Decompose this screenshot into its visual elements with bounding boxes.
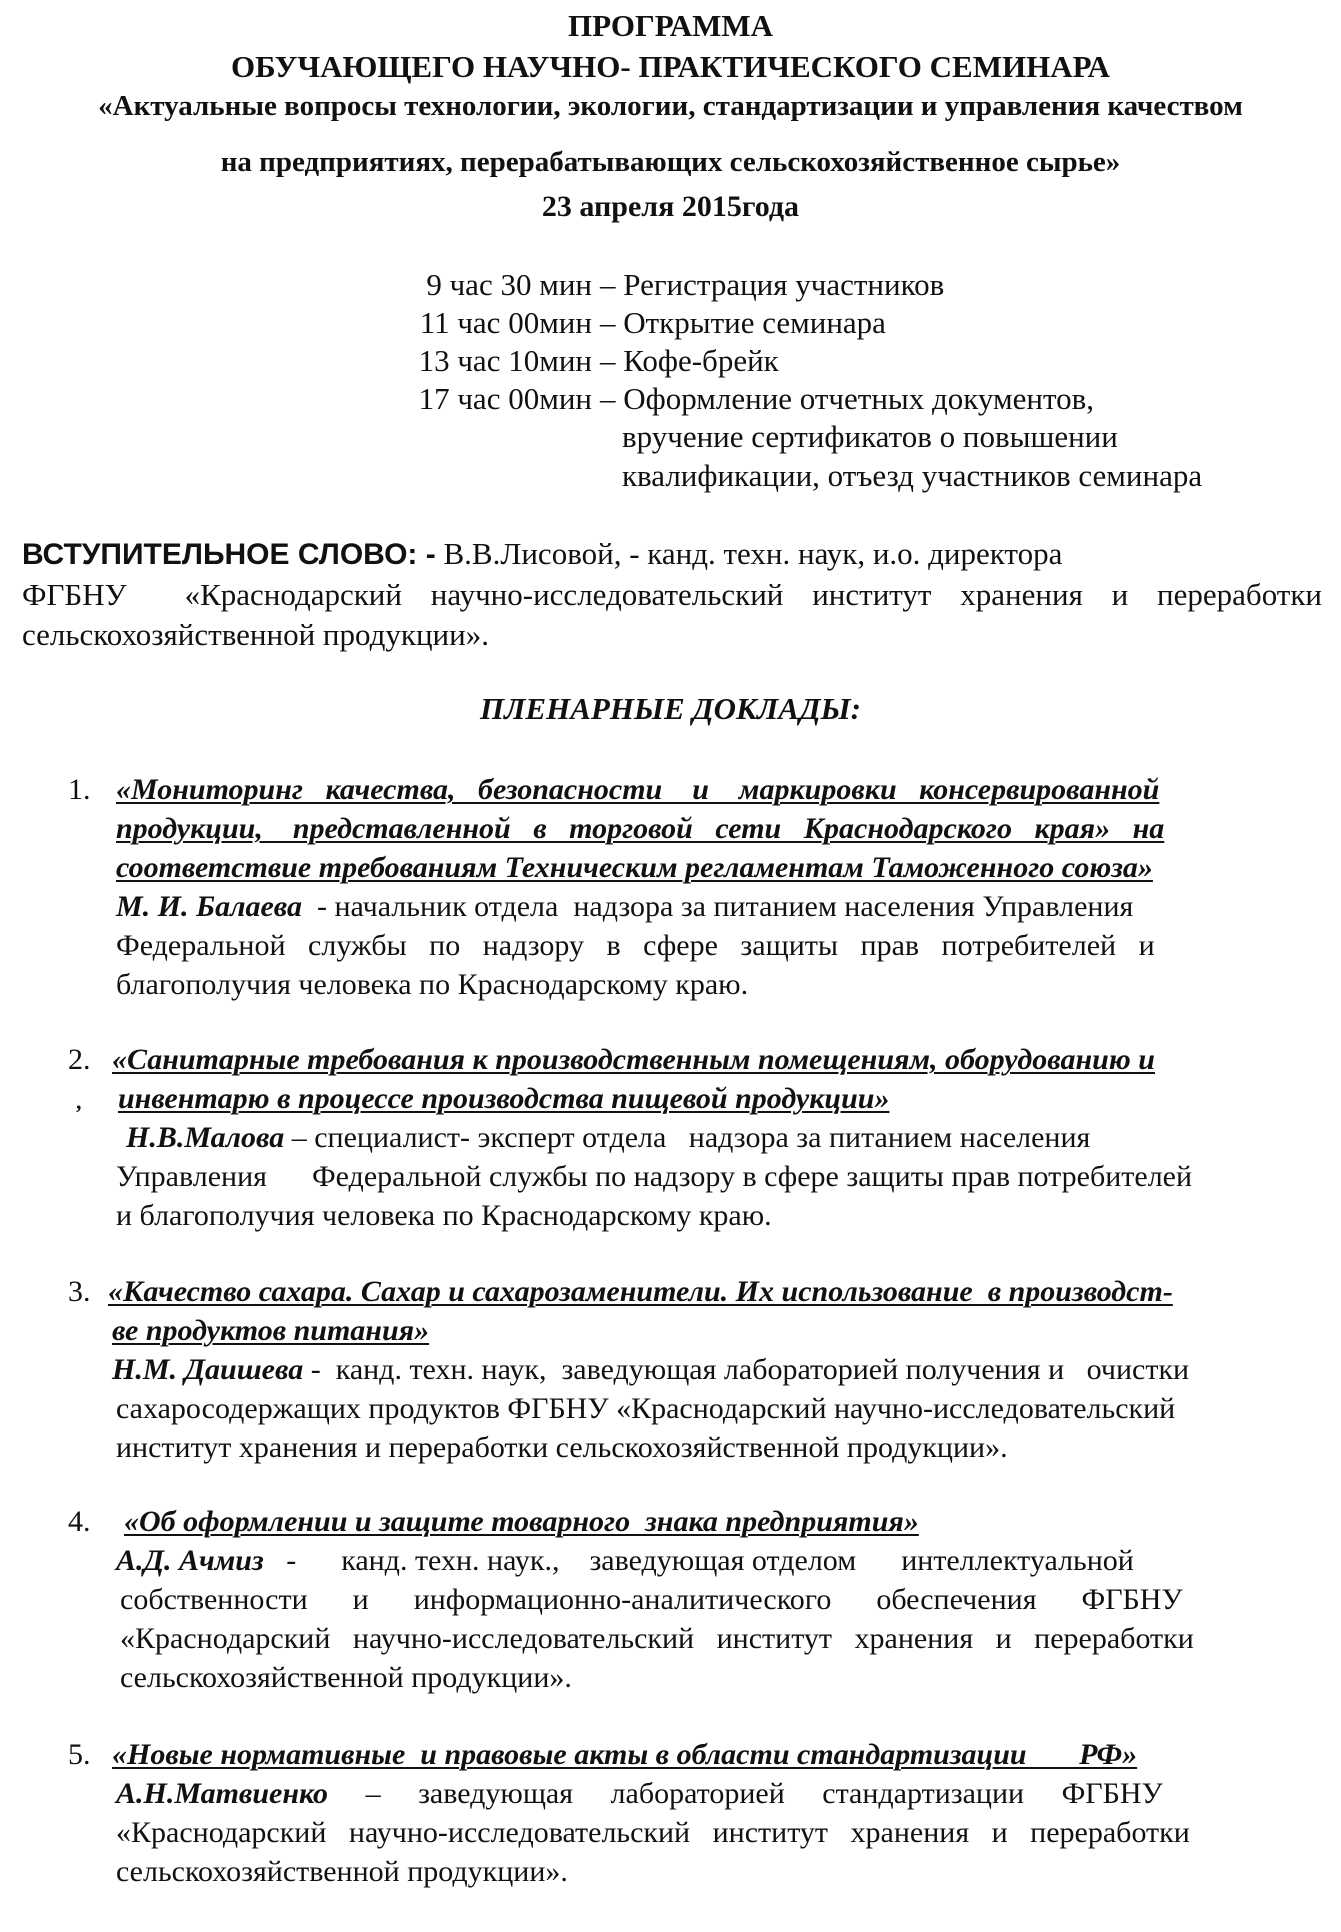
intro-org-name: «Краснодарский научно-исследовательский институт хранения и переработки <box>184 577 1322 612</box>
seminar-heading: ОБУЧАЮЩЕГО НАУЧНО- ПРАКТИЧЕСКОГО СЕМИНАРА <box>231 49 1110 84</box>
report-number: 2. <box>68 1043 91 1076</box>
report-author-desc: благополучия человека по Краснодарскому краю. <box>116 968 749 1001</box>
report-number: 1. <box>68 773 91 806</box>
introductory-word <box>22 534 1322 655</box>
report-title: продукции, представленной в торговой сети Краснодарского края» на <box>116 812 1165 845</box>
seminar-topic-line1: «Актуальные вопросы технологии, экологии, стандартизации и управления качеством <box>98 90 1243 122</box>
intro-org-name-end: сельскохозяйственной продукции». <box>22 617 489 652</box>
report-author: Н.М. Даишева <box>112 1353 304 1386</box>
report-author-desc: - канд. техн. наук, заведующая лабораторией получения и очистки <box>303 1353 1190 1386</box>
report-author-desc: и благополучия человека по Краснодарскому краю. <box>116 1199 772 1232</box>
report-author: А.Д. Ачмиз <box>116 1544 264 1577</box>
report-title: «Качество сахара. Сахар и сахарозаменители. Их использование в производст- <box>108 1275 1173 1308</box>
schedule-dash: – <box>600 305 616 340</box>
intro-lead: ВСТУПИТЕЛЬНОЕ СЛОВО: - <box>22 538 436 571</box>
intro-org-abbr: ФГБНУ <box>22 577 127 612</box>
schedule-desc-continued: вручение сертификатов о повышении <box>622 419 1118 454</box>
report-author-desc: - начальник отдела надзора за питанием населения Управления <box>301 890 1134 923</box>
schedule-desc: Открытие семинара <box>623 305 886 340</box>
report-author-desc: – заведующая лабораторией стандартизации ФГБНУ <box>328 1777 1163 1810</box>
schedule-desc: Регистрация участников <box>623 267 945 302</box>
report-title: «Санитарные требования к производственным помещениям, оборудованию и <box>112 1043 1155 1076</box>
report-author-desc: - канд. техн. наук., заведующая отделом интеллектуальной <box>263 1544 1134 1577</box>
report-author-desc: Управления Федеральной службы по надзору в сфере защиты прав потребителей <box>116 1160 1193 1193</box>
stray-mark: , <box>76 1089 82 1114</box>
report-title: инвентарю в процессе производства пищевой продукции» <box>118 1082 890 1115</box>
program-heading: ПРОГРАММА <box>568 8 773 43</box>
schedule-dash: – <box>600 267 616 302</box>
seminar-topic-line2: на предприятиях, перерабатывающих сельскохозяйственное сырье» <box>220 146 1121 178</box>
report-author-desc: Федеральной службы по надзору в сфере защиты прав потребителей и <box>116 929 1155 962</box>
report-author-desc: «Краснодарский научно-исследовательский институт хранения и переработки <box>120 1622 1194 1655</box>
schedule-desc: Оформление отчетных документов, <box>623 381 1094 416</box>
seminar-date: 23 апреля 2015года <box>541 190 800 223</box>
report-title: «Мониторинг качества, безопасности и маркировки консервированной <box>116 773 1160 806</box>
report-title: ве продуктов питания» <box>112 1314 430 1347</box>
report-title: «Новые нормативные и правовые акты в области стандартизации РФ» <box>112 1738 1138 1771</box>
report-author-desc: сельскохозяйственной продукции». <box>116 1855 568 1888</box>
plenary-reports-heading: ПЛЕНАРНЫЕ ДОКЛАДЫ: <box>480 691 861 726</box>
schedule-desc-continued: квалификации, отъезд участников семинара <box>622 458 1203 493</box>
schedule-time: 9 час 30 мин <box>426 267 592 302</box>
schedule-dash: – <box>600 343 616 378</box>
report-author-desc: институт хранения и переработки сельскохозяйственной продукции». <box>116 1431 1008 1464</box>
report-number: 3. <box>68 1275 91 1308</box>
report-author-desc: – специалист- эксперт отдела надзора за питанием населения <box>284 1121 1091 1154</box>
report-title: соответствие требованиям Техническим регламентам Таможенного союза» <box>116 851 1153 884</box>
schedule-time: 11 час 00мин <box>419 305 592 340</box>
report-author-desc: сахаросодержащих продуктов ФГБНУ «Краснодарский научно-исследовательский <box>116 1392 1176 1425</box>
report-author: А.Н.Матвиенко <box>116 1777 329 1810</box>
schedule-desc: Кофе-брейк <box>623 343 779 378</box>
report-author: М. И. Балаева <box>116 890 302 923</box>
schedule-time: 13 час 10мин <box>418 343 592 378</box>
report-title: «Об оформлении и защите товарного знака предприятия» <box>124 1505 919 1538</box>
schedule-dash: – <box>600 381 616 416</box>
report-number: 4. <box>68 1505 91 1538</box>
report-author: Н.В.Малова <box>126 1121 285 1154</box>
intro-speaker: В.В.Лисовой, - канд. техн. наук, и.о. директора <box>435 536 1063 571</box>
report-author-desc: собственности и информационно-аналитического обеспечения ФГБНУ <box>120 1583 1183 1616</box>
report-author-desc: сельскохозяйственной продукции». <box>120 1661 572 1694</box>
report-number: 5. <box>68 1738 91 1771</box>
report-author-desc: «Краснодарский научно-исследовательский институт хранения и переработки <box>116 1816 1190 1849</box>
schedule-time: 17 час 00мин <box>418 381 592 416</box>
